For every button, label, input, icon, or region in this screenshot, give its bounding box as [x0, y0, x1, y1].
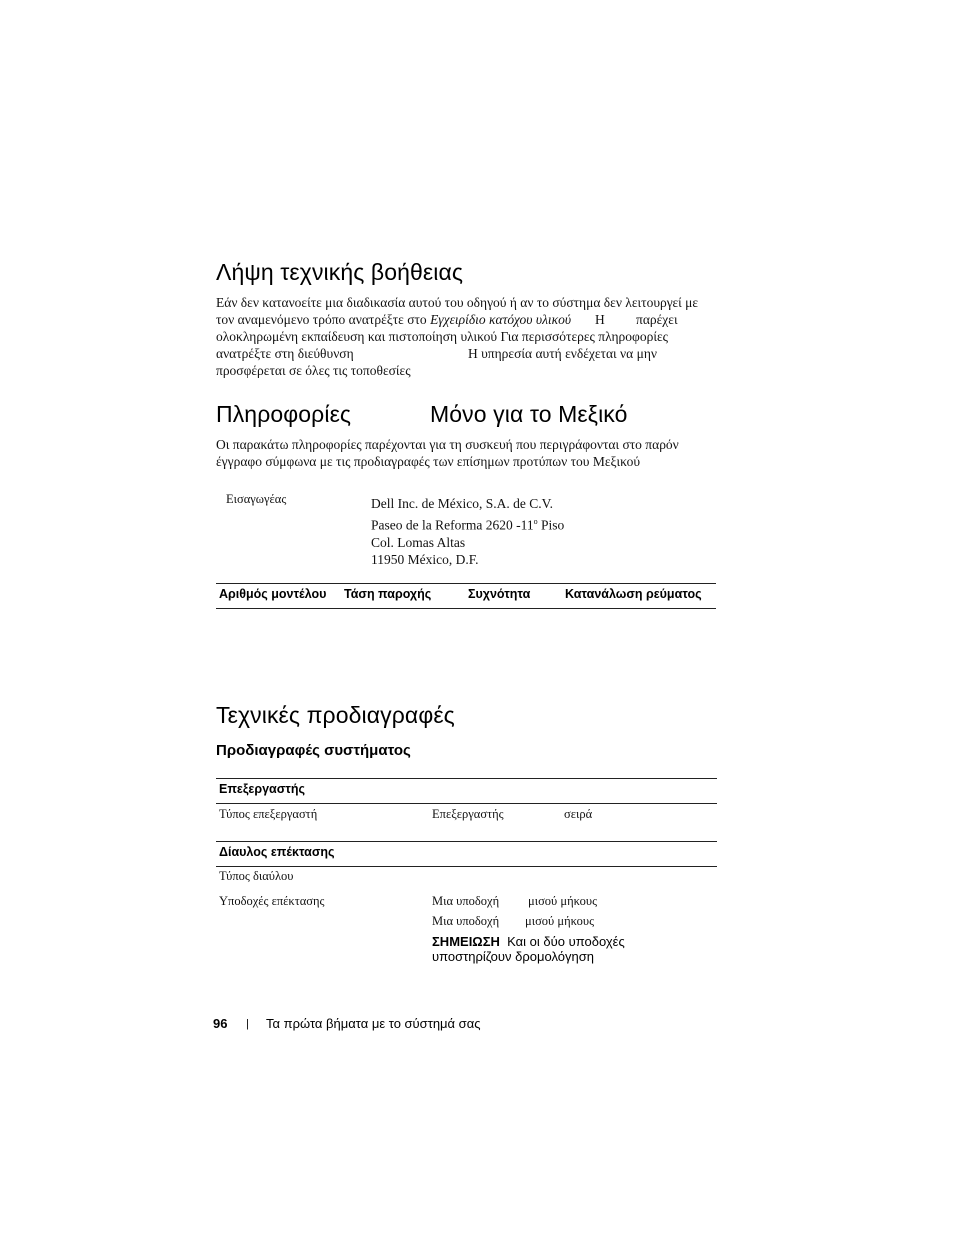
address-line-2: Paseo de la Reforma 2620 -11$^o$ Piso [371, 516, 565, 532]
bus-type-label: Τύπος διαύλου [219, 869, 294, 883]
mexico-paragraph-line-1: Οι παρακάτω πληροφορίες παρέχονται για τη συσκευή που περιγράφονται στο παρόν [216, 437, 679, 452]
help-paragraph-line-2 [216, 312, 571, 328]
subsection-title-system-specs: Προδιαγραφές συστήματος [216, 742, 411, 759]
expansion-bus-heading: Δίαυλος επέκτασης [219, 845, 335, 859]
importer-label: Εισαγωγέας [226, 492, 287, 506]
processor-top-rule [216, 778, 717, 779]
running-title: Τα πρώτα βήματα με το σύστημά σας [266, 1016, 481, 1031]
note-text-2: υποστηρίζουν δρομολόγηση [432, 949, 594, 964]
col-header-current-consumption: Κατανάλωση ρεύματος [565, 587, 702, 601]
slot-2-length: μισού μήκους [525, 914, 595, 928]
slot-1-count: Μια υποδοχή [432, 894, 500, 908]
help-paragraph-line-1: Εάν δεν κατανοείτε μια διαδικασία αυτού του οδηγού ή αν το σύστημα δεν λειτουργεί με [216, 295, 699, 310]
help-paragraph-line-4: ανατρέξτε στη διεύθυνση [216, 346, 354, 361]
col-header-supply-voltage: Τάση παροχής [344, 587, 432, 601]
address-line-1: Dell Inc. de México, S.A. de C.V. [371, 496, 553, 511]
col-header-model-number: Αριθμός μοντέλου [219, 587, 327, 601]
expansion-slots-label: Υποδοχές επέκτασης [219, 894, 325, 908]
expansion-heading-rule [216, 866, 717, 867]
footer-separator: | [246, 1018, 249, 1030]
help-paragraph-line-3: ολοκληρωμένη εκπαίδευση και πιστοποίηση υλικού Για περισσότερες πληροφορίες [216, 329, 668, 344]
section-title-information: Πληροφορίες [216, 401, 352, 427]
section-title-technical-help: Λήψη τεχνικής βοήθειας [216, 259, 464, 285]
importer-address [371, 495, 564, 569]
processor-type-value: Επεξεργαστής [432, 807, 504, 821]
table-top-rule [216, 583, 716, 584]
note-text-1: Και οι δύο υποδοχές [507, 934, 625, 949]
col-header-frequency: Συχνότητα [468, 587, 531, 601]
help-line-2-provides: παρέχει [636, 312, 678, 327]
help-line-4-tail: Η υπηρεσία αυτή ενδέχεται να μην [468, 346, 657, 361]
expansion-top-rule [216, 841, 717, 842]
processor-series: σειρά [564, 807, 593, 821]
processor-heading: Επεξεργαστής [219, 782, 305, 796]
processor-heading-rule [216, 803, 717, 804]
processor-type-label: Τύπος επεξεργαστή [219, 807, 318, 821]
note-label: ΣΗΜΕΙΩΣΗ [432, 934, 500, 949]
help-line-2-text: τον αναμενόμενο τρόπο ανατρέξτε στο [216, 312, 431, 327]
slot-2-count: Μια υποδοχή [432, 914, 500, 928]
slot-1-length: μισού μήκους [528, 894, 598, 908]
owners-manual-reference: Εγχειρίδιο κατόχου υλικού [430, 312, 572, 327]
address-line-3: Col. Lomas Altas [371, 534, 466, 550]
section-title-mexico-only: Μόνο για το Μεξικό [430, 401, 628, 427]
address-line-4: 11950 México, D.F. [371, 552, 479, 567]
mexico-paragraph-line-2: έγγραφο σύμφωνα με τις προδιαγραφές των επίσημων προτύπων του Μεξικού [216, 454, 641, 469]
page-number: 96 [213, 1016, 228, 1031]
help-line-2-h: Η [595, 312, 605, 327]
note-block [432, 934, 625, 964]
table-bottom-rule [216, 608, 716, 609]
section-title-technical-specs: Τεχνικές προδιαγραφές [216, 702, 455, 728]
help-paragraph-line-5: προσφέρεται σε όλες τις τοποθεσίες [216, 363, 411, 378]
